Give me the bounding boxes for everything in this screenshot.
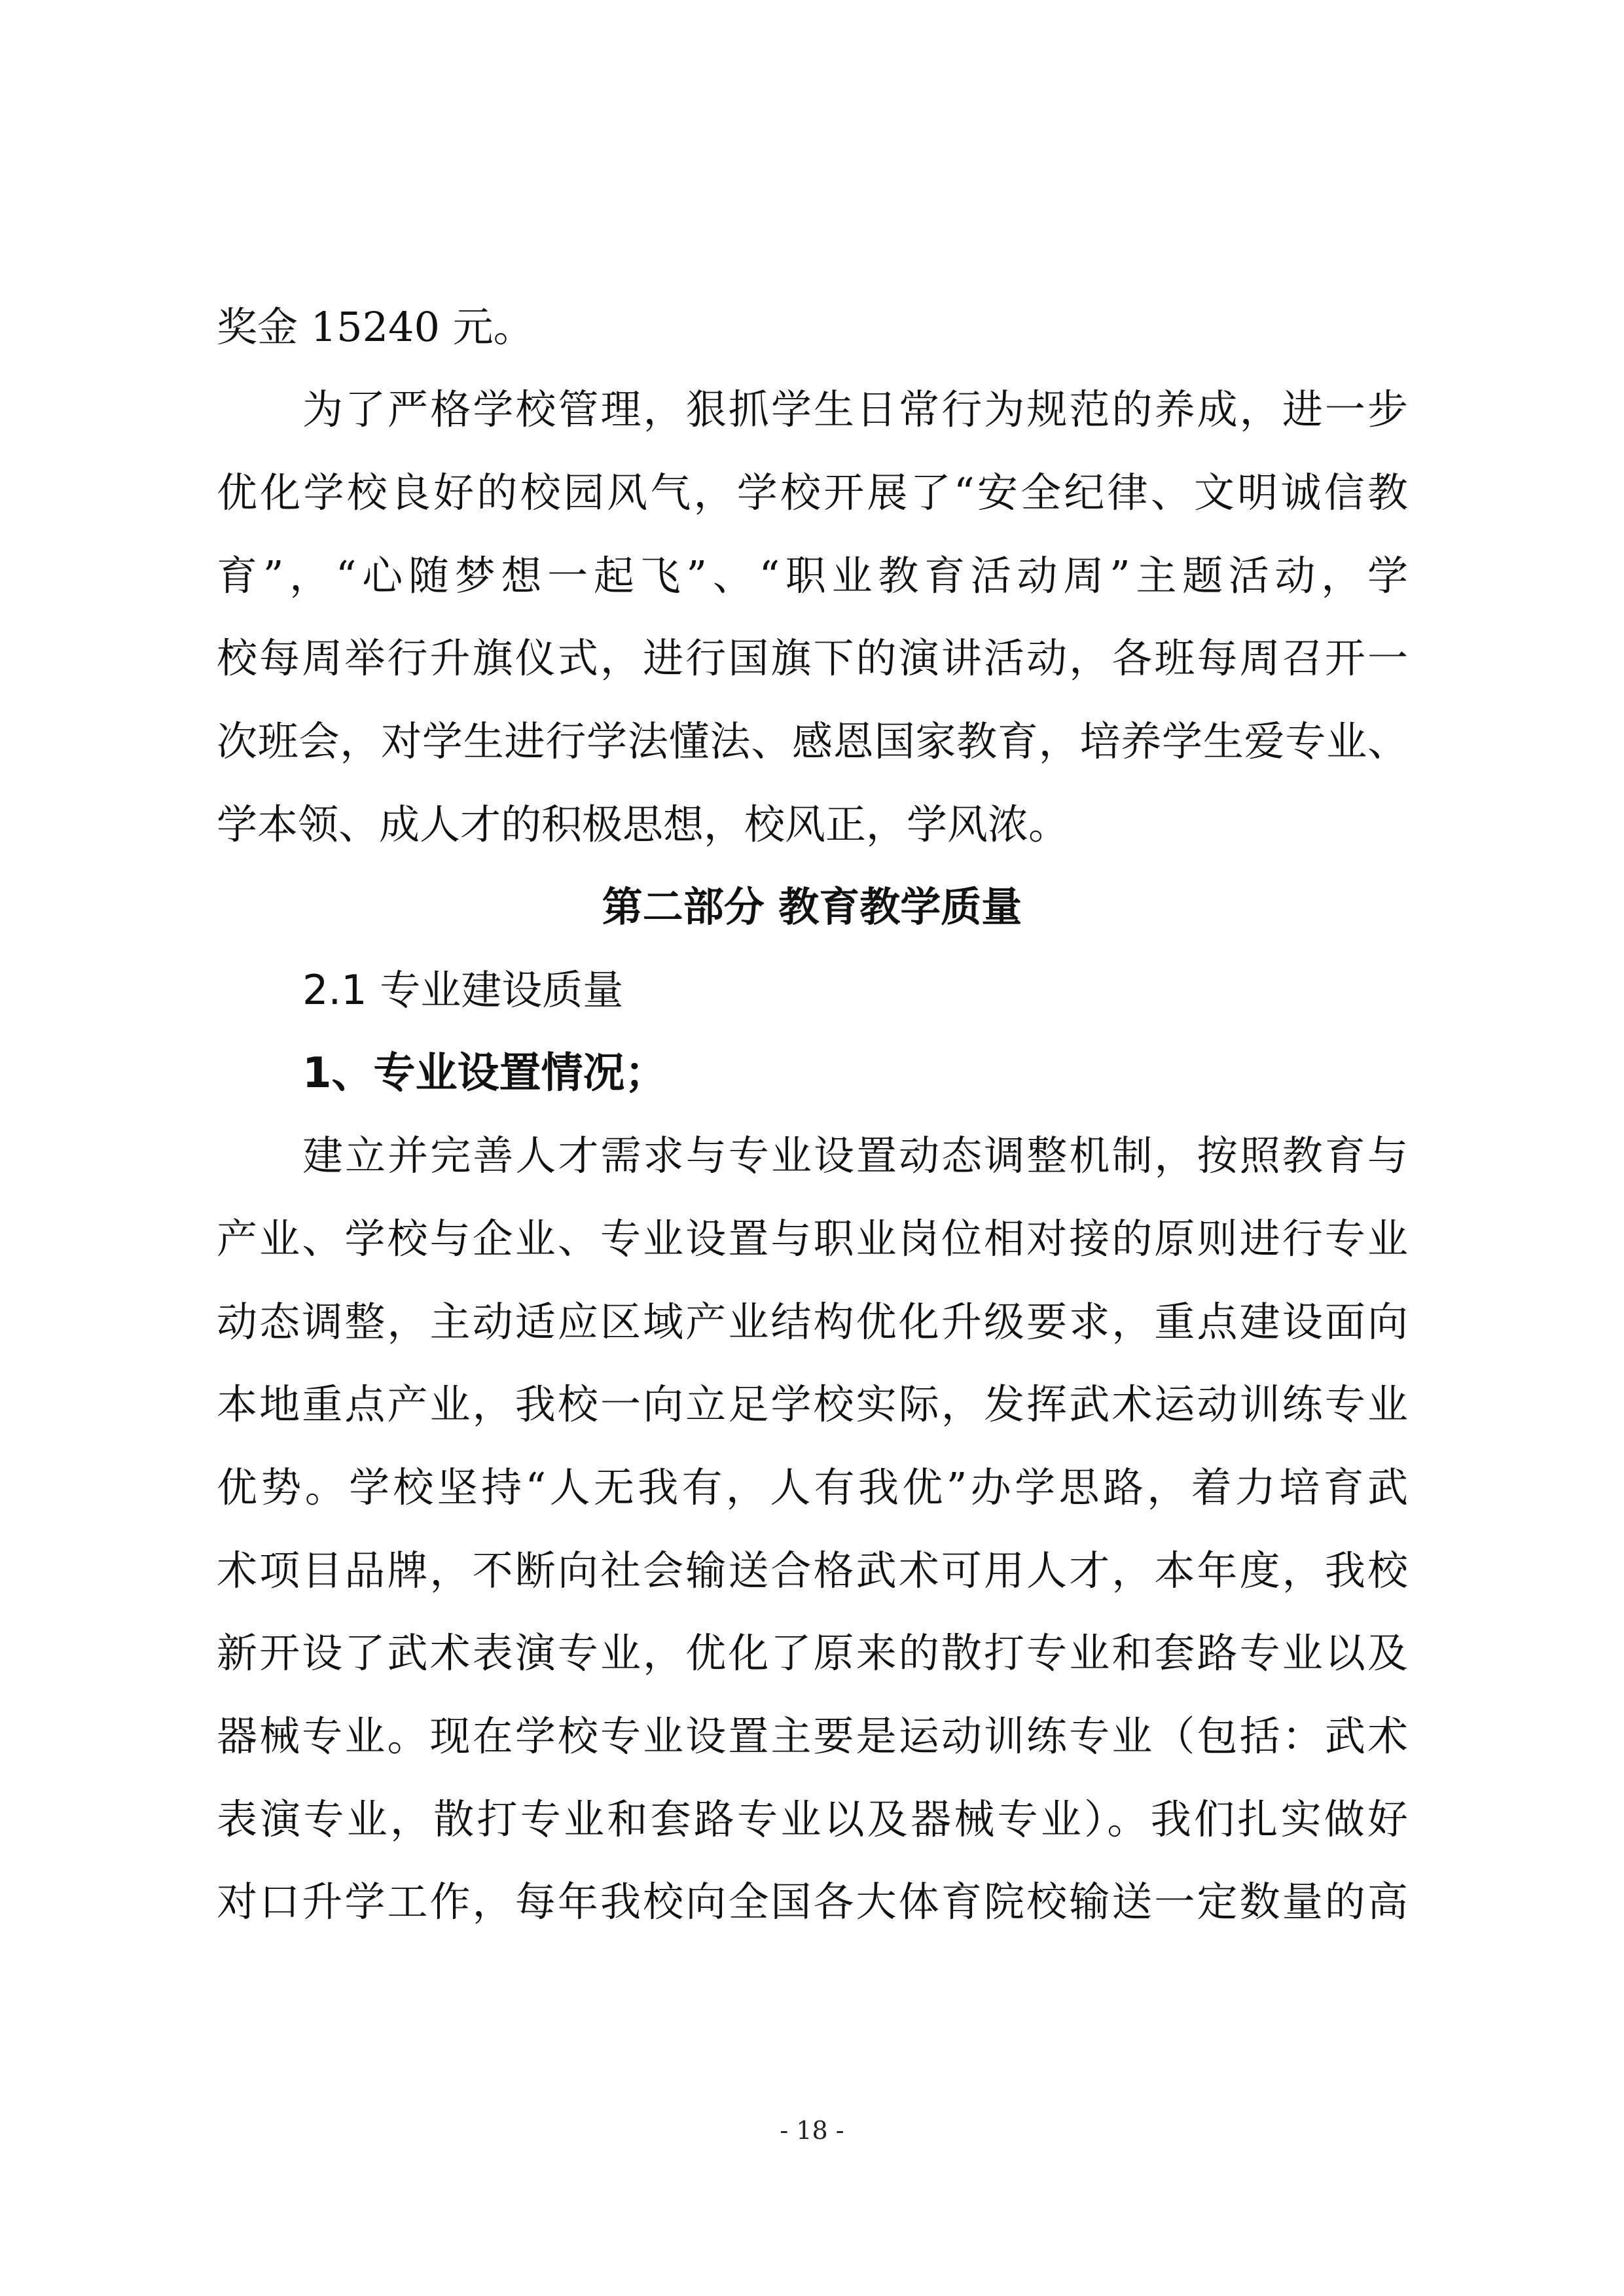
paragraph-line: 优化学校良好的校园风气，学校开展了“安全纪律、文明诚信教 (217, 469, 1408, 516)
paragraph-line: 本地重点产业，我校一向立足学校实际，发挥武术运动训练专业 (217, 1380, 1408, 1428)
paragraph-line: 术项目品牌，不断向社会输送合格武术可用人才，本年度，我校 (217, 1547, 1408, 1594)
paragraph-line: 表演专业，散打专业和套路专业以及器械专业）。我们扎实做好 (217, 1795, 1408, 1843)
paragraph-line: 建立并完善人才需求与专业设置动态调整机制，按照教育与 (302, 1132, 1408, 1179)
paragraph-line: 次班会，对学生进行学法懂法、感恩国家教育，培养学生爱专业、 (217, 717, 1408, 765)
paragraph-line: 产业、学校与企业、专业设置与职业岗位相对接的原则进行专业 (217, 1215, 1408, 1263)
paragraph-line: 对口升学工作，每年我校向全国各大体育院校输送一定数量的高 (217, 1878, 1408, 1926)
paragraph-line: 校每周举行升旗仪式，进行国旗下的演讲活动，各班每周召开一 (217, 634, 1408, 682)
paragraph-line: 学本领、成人才的积极思想，校风正，学风浓。 (217, 800, 1070, 848)
paragraph-line: 优势。学校坚持“人无我有，人有我优”办学思路，着力培育武 (217, 1463, 1408, 1511)
page-number: - 18 - (780, 2116, 844, 2145)
paragraph-line: 器械专业。现在学校专业设置主要是运动训练专业（包括：武术 (217, 1712, 1408, 1760)
subsection-heading: 2.1 专业建设质量 (302, 966, 624, 1014)
paragraph-line: 奖金 15240 元。 (217, 303, 534, 351)
paragraph-line: 动态调整，主动适应区域产业结构优化升级要求，重点建设面向 (217, 1298, 1408, 1346)
paragraph-line: 育”，“心随梦想一起飞”、“职业教育活动周”主题活动，学 (217, 552, 1408, 600)
paragraph-line: 新开设了武术表演专业，优化了原来的散打专业和套路专业以及 (217, 1629, 1408, 1677)
paragraph-line: 为了严格学校管理，狠抓学生日常行为规范的养成，进一步 (302, 386, 1408, 433)
section-heading: 第二部分 教育教学质量 (602, 883, 1022, 931)
item-heading: 1、专业设置情况； (302, 1049, 667, 1098)
